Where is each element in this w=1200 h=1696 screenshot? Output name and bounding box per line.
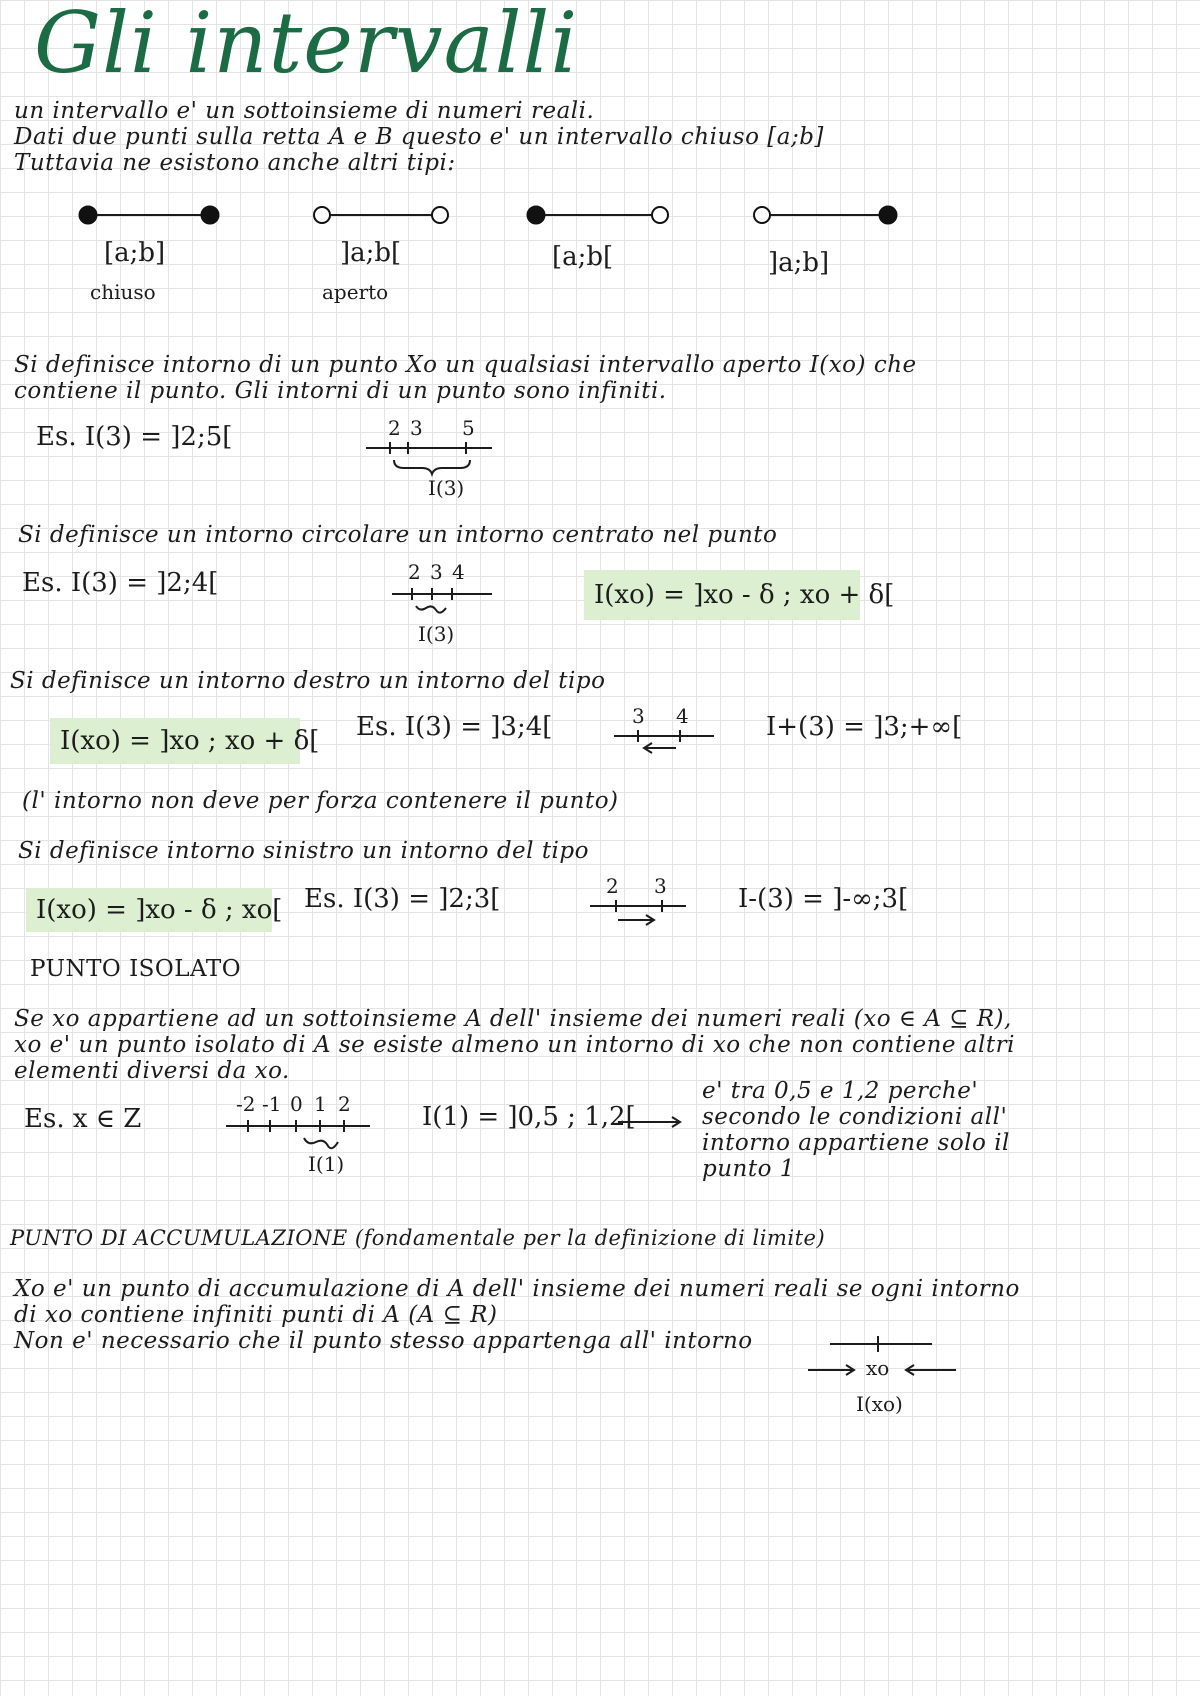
isolato-expl-line-4: punto 1 xyxy=(702,1156,795,1182)
circolare-brace-label: I(3) xyxy=(418,622,455,646)
closed-endpoint-icon xyxy=(527,206,545,224)
circolare-formula: I(xo) = ]xo - δ ; xo + δ[ xyxy=(584,570,860,620)
interval-label-open: ]a;b[ xyxy=(340,238,402,268)
accumulazione-point-label: xo xyxy=(866,1356,890,1380)
destro-example: Es. I(3) = ]3;4[ xyxy=(356,712,553,742)
intorno-number-line xyxy=(366,440,496,480)
destro-plus-interval: I+(3) = ]3;+∞[ xyxy=(766,712,963,742)
accumulazione-heading: PUNTO DI ACCUMULAZIONE (fondamentale per la definizione di limite) xyxy=(10,1226,826,1250)
interval-label-closed-open: [a;b[ xyxy=(552,242,614,272)
intro-line-3: Tuttavia ne esistono anche altri tipi: xyxy=(14,150,456,176)
circolare-tick-4: 4 xyxy=(452,560,465,584)
accumulazione-line-1: Xo e' un punto di accumulazione di A dell' insieme dei numeri reali se ogni intorno xyxy=(14,1276,1020,1302)
open-endpoint-icon xyxy=(754,207,770,223)
isolato-line-1: Se xo appartiene ad un sottoinsieme A dell' insieme dei numeri reali (xo ∈ A ⊆ R), xyxy=(14,1006,1012,1032)
accumulazione-line-3: Non e' necessario che il punto stesso appartenga all' intorno xyxy=(14,1328,753,1354)
sinistro-tick-2: 2 xyxy=(606,874,619,898)
sinistro-tick-3: 3 xyxy=(654,874,667,898)
isolato-interval: I(1) = ]0,5 ; 1,2[ xyxy=(422,1102,636,1132)
sinistro-formula: I(xo) = ]xo - δ ; xo[ xyxy=(26,888,272,932)
intorno-tick-3: 3 xyxy=(410,416,423,440)
intorno-note: (l' intorno non deve per forza contenere il punto) xyxy=(22,788,619,814)
accumulazione-line-2: di xo contiene infiniti punti di A (A ⊆ R) xyxy=(14,1302,498,1328)
circolare-tick-2: 2 xyxy=(408,560,421,584)
open-endpoint-icon xyxy=(652,207,668,223)
interval-label-open-closed: ]a;b] xyxy=(768,248,830,278)
intorno-def-line-1: Si definisce intorno di un punto Xo un qualsiasi intervallo aperto I(xo) che xyxy=(14,352,917,378)
intorno-tick-5: 5 xyxy=(462,416,475,440)
intro-line-1: un intervallo e' un sottoinsieme di numeri reali. xyxy=(14,98,595,124)
circolare-number-line xyxy=(392,584,502,624)
intorno-brace-label: I(3) xyxy=(428,476,465,500)
intorno-tick-2: 2 xyxy=(388,416,401,440)
isolato-example: Es. x ∈ Z xyxy=(24,1104,142,1134)
interval-caption-open: aperto xyxy=(322,280,389,304)
closed-endpoint-icon xyxy=(879,206,897,224)
destro-tick-3: 3 xyxy=(632,704,645,728)
intro-line-2: Dati due punti sulla retta A e B questo e' un intervallo chiuso [a;b] xyxy=(14,124,824,150)
isolato-expl-line-2: secondo le condizioni all' xyxy=(702,1104,1008,1130)
destro-tick-4: 4 xyxy=(676,704,689,728)
isolato-tick-minus-1: -1 xyxy=(262,1092,282,1116)
isolato-expl-line-3: intorno appartiene solo il xyxy=(702,1130,1010,1156)
interval-types-diagram xyxy=(70,205,1070,225)
open-endpoint-icon xyxy=(314,207,330,223)
open-endpoint-icon xyxy=(432,207,448,223)
isolato-line-2: xo e' un punto isolato di A se esiste almeno un intorno di xo che non contiene altri xyxy=(14,1032,1016,1058)
sinistro-minus-interval: I-(3) = ]-∞;3[ xyxy=(738,884,909,914)
page-title: Gli intervalli xyxy=(34,0,579,92)
sinistro-number-line xyxy=(590,898,700,932)
isolato-tick-1: 1 xyxy=(314,1092,327,1116)
interval-caption-closed: chiuso xyxy=(90,280,156,304)
intorno-def-line-2: contiene il punto. Gli intorni di un punto sono infiniti. xyxy=(14,378,667,404)
isolato-heading: PUNTO ISOLATO xyxy=(30,956,242,982)
isolato-tick-2: 2 xyxy=(338,1092,351,1116)
destro-number-line xyxy=(614,728,724,758)
interval-label-closed: [a;b] xyxy=(104,238,166,268)
circolare-tick-3: 3 xyxy=(430,560,443,584)
circolare-def: Si definisce un intorno circolare un intorno centrato nel punto xyxy=(18,522,778,548)
sinistro-def: Si definisce intorno sinistro un intorno del tipo xyxy=(18,838,589,864)
intorno-example: Es. I(3) = ]2;5[ xyxy=(36,422,233,452)
closed-endpoint-icon xyxy=(79,206,97,224)
closed-endpoint-icon xyxy=(201,206,219,224)
isolato-line-3: elementi diversi da xo. xyxy=(14,1058,290,1084)
destro-formula: I(xo) = ]xo ; xo + δ[ xyxy=(50,718,300,764)
isolato-expl-line-1: e' tra 0,5 e 1,2 perche' xyxy=(702,1078,979,1104)
arrow-right-icon xyxy=(616,1112,686,1132)
isolato-brace-label: I(1) xyxy=(308,1152,345,1176)
isolato-number-line xyxy=(226,1118,376,1158)
isolato-tick-0: 0 xyxy=(290,1092,303,1116)
destro-def: Si definisce un intorno destro un intorno del tipo xyxy=(10,668,606,694)
isolato-tick-minus-2: -2 xyxy=(236,1092,256,1116)
circolare-example: Es. I(3) = ]2;4[ xyxy=(22,568,219,598)
sinistro-example: Es. I(3) = ]2;3[ xyxy=(304,884,501,914)
accumulazione-brace-label: I(xo) xyxy=(856,1392,903,1416)
